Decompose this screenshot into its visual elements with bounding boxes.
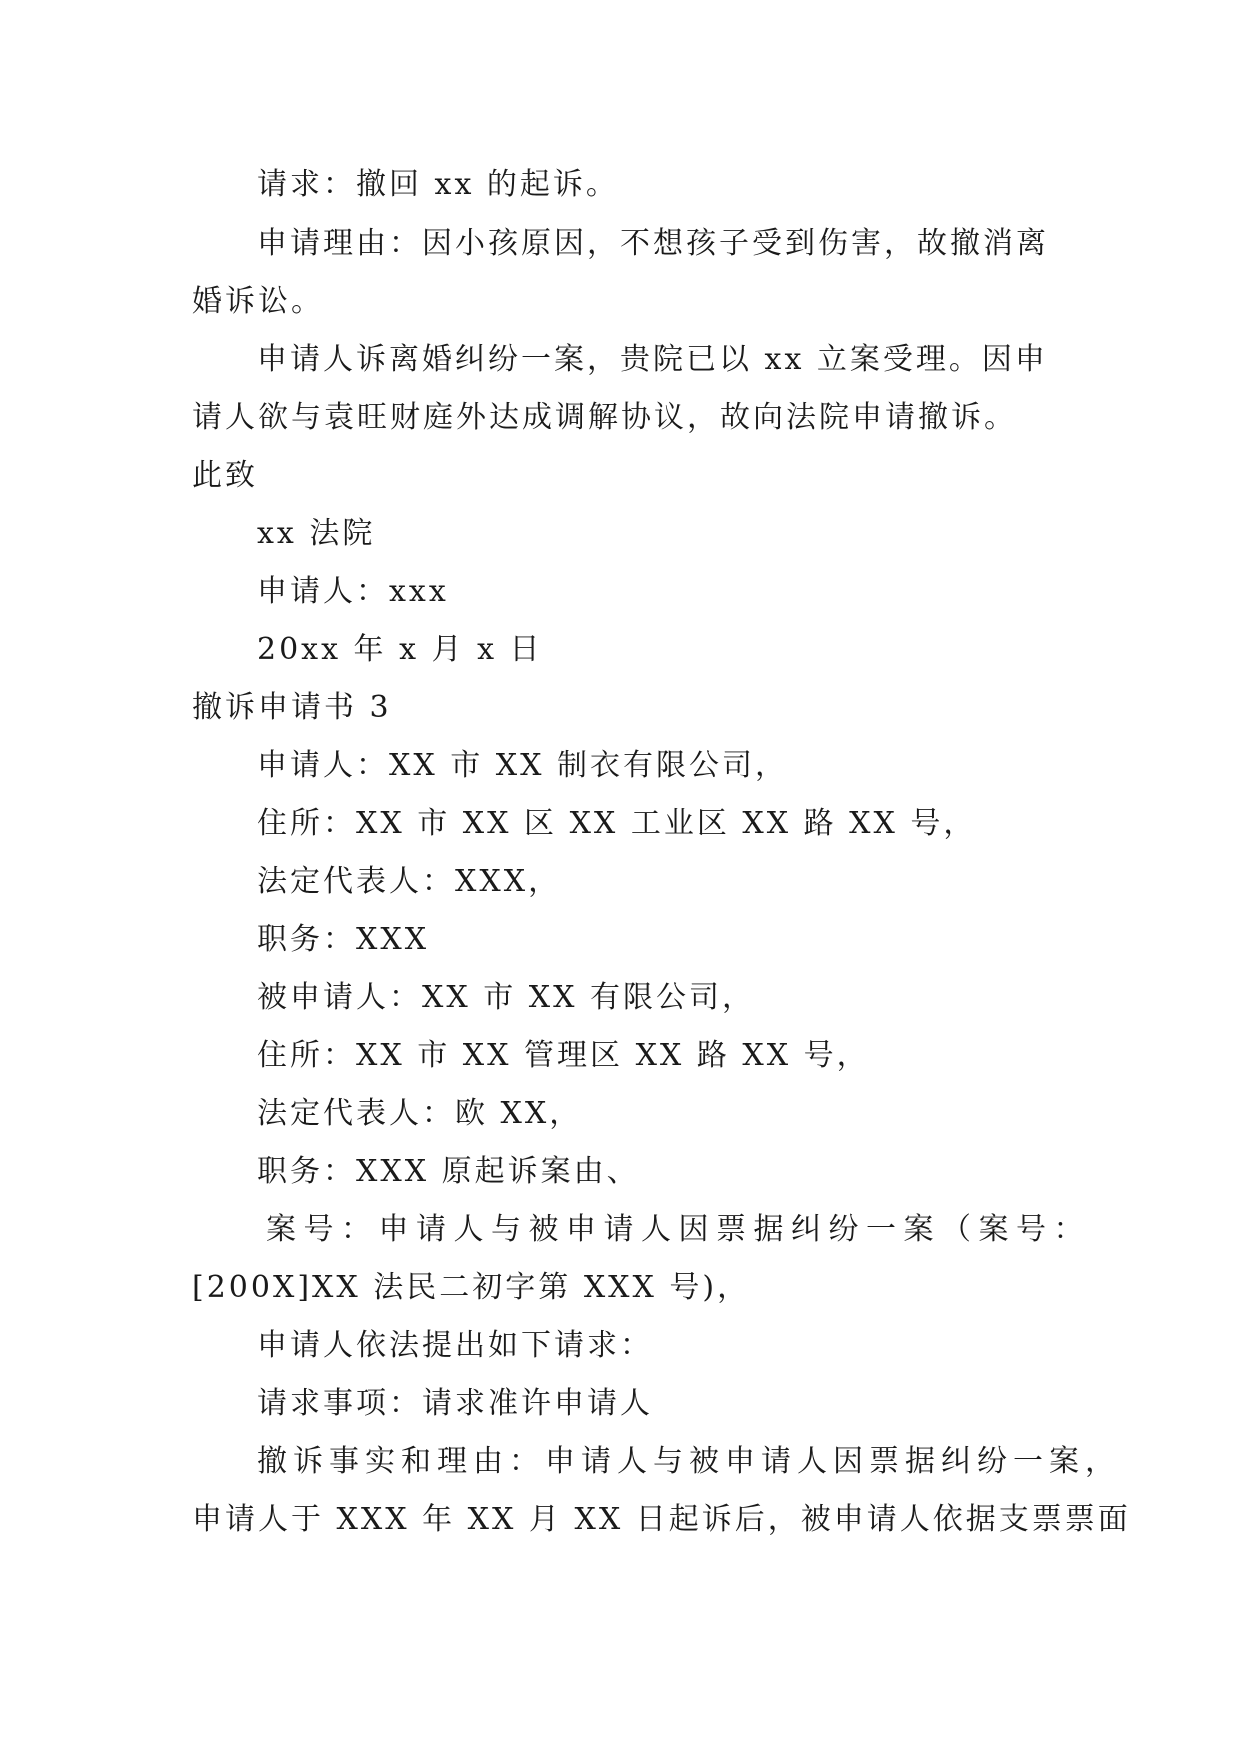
text-line-salutation: 此致 — [192, 458, 258, 493]
text-line-case-cont: 请人欲与袁旺财庭外达成调解协议，故向法院申请撤诉。 — [192, 400, 1017, 435]
text-line-request: 请求：撤回 xx 的起诉。 — [257, 167, 619, 202]
text-line-applicant: 申请人：xxx — [257, 574, 449, 609]
text-line-respondent-title: 职务：XXX 原起诉案由、 — [257, 1154, 640, 1189]
text-line-applicant-company: 申请人：XX 市 XX 制衣有限公司， — [257, 748, 789, 783]
text-line-reason-cont: 婚诉讼。 — [192, 284, 324, 319]
text-line-respondent-company: 被申请人：XX 市 XX 有限公司， — [257, 980, 756, 1015]
text-line-case: 申请人诉离婚纠纷一案，贵院已以 xx 立案受理。因申 — [257, 342, 1048, 377]
text-line-facts-cont: 申请人于 XXX 年 XX 月 XX 日起诉后，被申请人依据支票票面 — [192, 1502, 1131, 1537]
section-heading: 撤诉申请书 3 — [192, 690, 392, 725]
text-line-respondent-address: 住所：XX 市 XX 管理区 XX 路 XX 号， — [257, 1038, 870, 1073]
text-line-case-number-cont: [200X]XX 法民二初字第 XXX 号)， — [192, 1270, 751, 1305]
text-line-applicant-address: 住所：XX 市 XX 区 XX 工业区 XX 路 XX 号， — [257, 806, 977, 841]
text-line-petition-item: 请求事项：请求准许申请人 — [257, 1386, 653, 1421]
text-line-date: 20xx 年 x 月 x 日 — [257, 632, 543, 667]
text-line-applicant-title: 职务：XXX — [257, 922, 430, 957]
text-line-petition-intro: 申请人依法提出如下请求： — [257, 1328, 653, 1363]
text-line-reason: 申请理由：因小孩原因，不想孩子受到伤害，故撤消离 — [257, 226, 1049, 261]
text-line-facts: 撤诉事实和理由：申请人与被申请人因票据纠纷一案， — [257, 1444, 1121, 1479]
text-line-applicant-rep: 法定代表人：XXX， — [257, 864, 562, 899]
text-line-respondent-rep: 法定代表人：欧 XX， — [257, 1096, 583, 1131]
text-line-case-number: 案号：申请人与被申请人因票据纠纷一案（案号： — [266, 1212, 1091, 1247]
text-line-court: xx 法院 — [257, 516, 376, 551]
